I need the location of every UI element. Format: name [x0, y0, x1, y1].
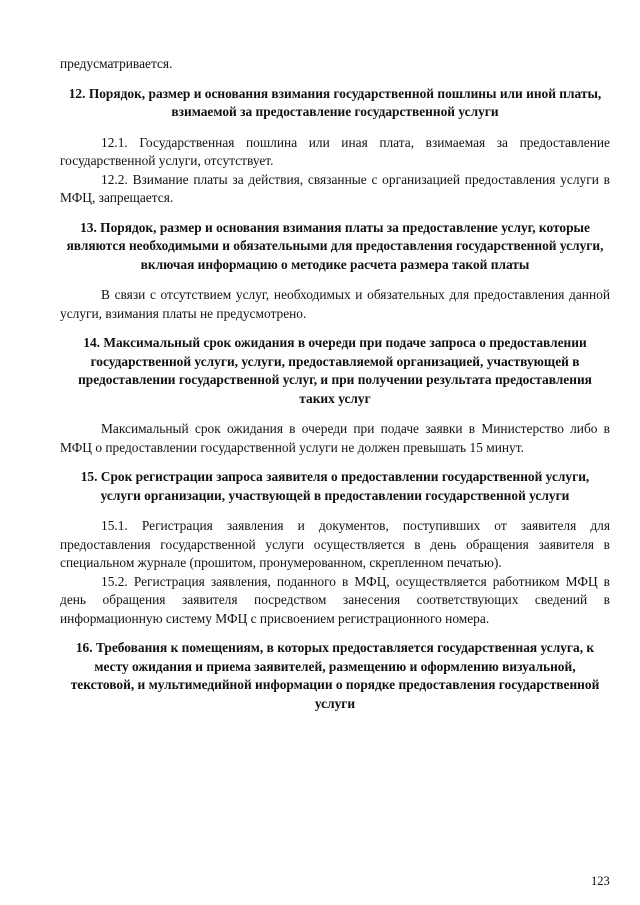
document-page	[60, 55, 610, 725]
section-15-paragraph-2: 15.2. Регистрация заявления, поданного в МФЦ, осуществляется работником МФЦ в день обращения заявителя посредством занесения соответствующих сведений в информационную систему МФЦ с присвоением регистрационного номера.	[60, 573, 610, 626]
continuation-text: предусматривается.	[60, 56, 173, 71]
section-16-heading: 16. Требования к помещениям, в которых предоставляется государственная услуга, к месту ожидания и приема заявителей, размещению и оформлению визуальной, текстовой, и мультимедийной информации о порядке предоставления государственной услуги	[70, 640, 600, 711]
section-15-heading: 15. Срок регистрации запроса заявителя о предоставлении государственной услуги, услуги организации, участвующей в предоставлении государственной услуги	[80, 469, 590, 503]
page-number: 123	[591, 874, 610, 888]
section-13-heading: 13. Порядок, размер и основания взимания платы за предоставление услуг, которые являются необходимыми и обязательными для предоставления государственной услуги, включая информацию о методике расчета размера такой платы	[66, 219, 604, 272]
section-14-paragraph-1: Максимальный срок ожидания в очереди при подаче заявки в Министерство либо в МФЦ о предоставлении государственной услуги не должен превышать 15 минут.	[60, 421, 610, 455]
section-13-paragraph-1: В связи с отсутствием услуг, необходимых и обязательных для предоставления данной услуги, взимания платы не предусмотрено.	[60, 287, 610, 321]
section-12-heading: 12. Порядок, размер и основания взимания государственной пошлины или иной платы, взимаемой за предоставление государственной услуги	[68, 85, 602, 119]
section-14-heading: 14. Максимальный срок ожидания в очереди при подаче запроса о предоставлении государственной услуги, услуги, предоставляемой организацией, участвующей в предоставлении государственной услуг, и при получении результата предоставления таких услуг	[78, 335, 592, 406]
section-15-paragraph-1: 15.1. Регистрация заявления и документов, поступивших от заявителя для предоставления государственной услуги осуществляется в день обращения заявителя в специальном журнале (прошитом, пронумерованном, скрепленном печатью).	[60, 518, 610, 570]
section-12-paragraph-1: 12.1. Государственная пошлина или иная плата, взимаемая за предоставление государственной услуги, отсутствует.	[60, 134, 610, 168]
section-12-paragraph-2: 12.2. Взимание платы за действия, связанные с организацией предоставления услуги в МФЦ, запрещается.	[60, 171, 610, 205]
